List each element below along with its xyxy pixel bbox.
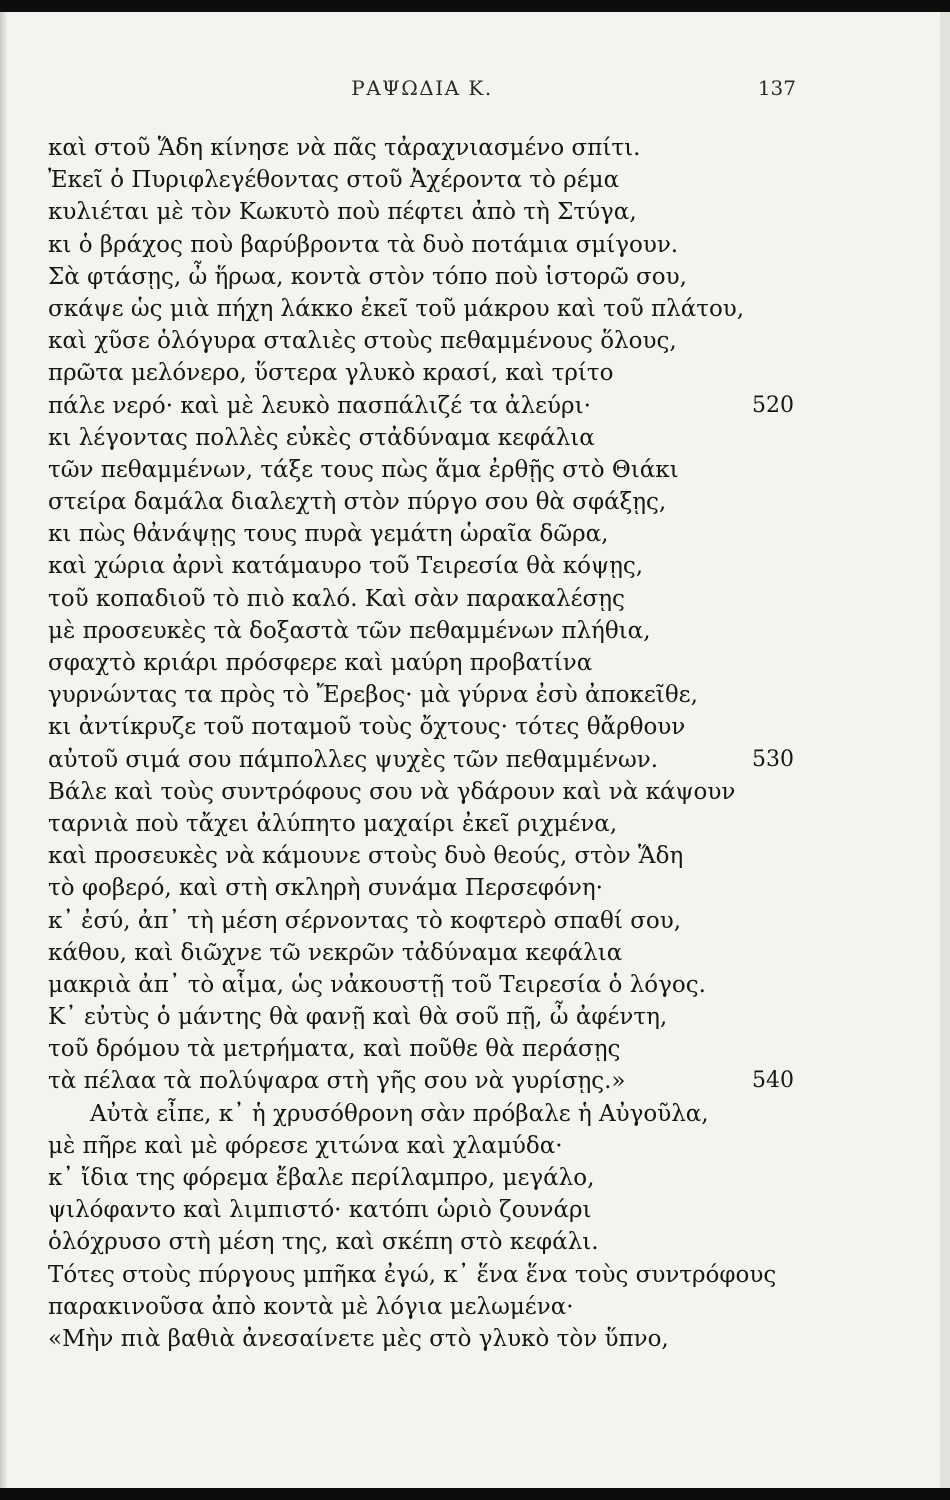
verse-text: κ᾽ ἐσύ, ἀπ᾽ τὴ μέση σέρνοντας τὸ κοφτερὸ σπαθί σου, <box>48 907 682 934</box>
page-header <box>48 72 796 106</box>
verse-text: μακριὰ ἀπ᾽ τὸ αἷμα, ὡς νἀκουστῇ τοῦ Τειρεσία ὁ λόγος. <box>48 971 706 998</box>
verse-text: Τότες στοὺς πύργους μπῆκα ἐγώ, κ᾽ ἕνα ἕνα τοὺς συντρόφους <box>48 1261 777 1288</box>
verse-text: Ἐκεῖ ὁ Πυριφλεγέθοντας στοῦ Ἀχέροντα τὸ ρέμα <box>48 167 620 194</box>
verse-line <box>48 486 796 518</box>
verse-text: μὲ πῆρε καὶ μὲ φόρεσε χιτώνα καὶ χλαμύδα· <box>48 1132 563 1159</box>
verse-line <box>48 615 796 647</box>
verse-text: κυλιέται μὲ τὸν Κωκυτὸ ποὺ πέφτει ἀπὸ τὴ Στύγα, <box>48 199 637 226</box>
verse-text: κι ὁ βράχος ποὺ βαρύβροντα τὰ δυὸ ποτάμια σμίγουν. <box>48 231 679 258</box>
verse-text: γυρνώντας τα πρὸς τὸ Ἔρεβος· μὰ γύρνα ἐσὺ ἀποκεῖθε, <box>48 682 698 709</box>
verse-line <box>48 808 796 840</box>
verse-text: τὸ φοβερό, καὶ στὴ σκληρὴ συνάμα Περσεφόνη· <box>48 875 603 902</box>
verse-line <box>48 776 796 808</box>
line-number: 540 <box>752 1068 794 1094</box>
verse-line <box>48 937 796 969</box>
verse-text: τοῦ κοπαδιοῦ τὸ πιὸ καλό. Καὶ σὰν παρακαλέσῃς <box>48 585 625 612</box>
verse-line <box>48 679 796 711</box>
verse-text: Αὐτὰ εἶπε, κ᾽ ἡ χρυσόθρονη σὰν πρόβαλε ἡ Αὐγοῦλα, <box>90 1100 709 1127</box>
verse-line <box>48 454 796 486</box>
verse-line <box>48 132 796 164</box>
verse-text: μὲ προσευκὲς τὰ δοξαστὰ τῶν πεθαμμένων πλήθια, <box>48 617 651 644</box>
line-number: 530 <box>752 746 794 772</box>
verse-text: κι ἀντίκρυζε τοῦ ποταμοῦ τοὺς ὄχτους· τότες θἄρθουν <box>48 714 686 741</box>
verse-line <box>48 647 796 679</box>
poem-body <box>48 132 796 1355</box>
verse-line <box>48 293 796 325</box>
verse-line <box>48 1001 796 1033</box>
verse-text: παρακινοῦσα ἀπὸ κοντὰ μὲ λόγια μελωμένα· <box>48 1293 574 1320</box>
verse-line <box>48 1291 796 1323</box>
line-number: 520 <box>752 392 794 418</box>
verse-line <box>48 840 796 872</box>
verse-text: πρῶτα μελόνερο, ὕστερα γλυκὸ κρασί, καὶ τρίτο <box>48 360 614 387</box>
bottom-scan-border <box>0 1488 950 1500</box>
verse-line <box>48 1130 796 1162</box>
verse-text: τῶν πεθαμμένων, τάξε τους πὼς ἅμα ἐρθῇς στὸ Θιάκι <box>48 456 679 483</box>
verse-line <box>48 390 796 422</box>
verse-line <box>48 1259 796 1291</box>
verse-text: τοῦ δρόμου τὰ μετρήματα, καὶ ποῦθε θὰ περάσῃς <box>48 1036 621 1063</box>
verse-text: ταρνιὰ ποὺ τἄχει ἀλύπητο μαχαίρι ἐκεῖ ριχμένα, <box>48 810 618 837</box>
verse-text: αὐτοῦ σιμά σου πάμπολλες ψυχὲς τῶν πεθαμμένων. <box>48 746 659 773</box>
verse-text: ψιλόφαντο καὶ λιμπιστό· κατόπι ὡριὸ ζουνάρι <box>48 1197 592 1224</box>
verse-line <box>48 229 796 261</box>
verse-line <box>48 1194 796 1226</box>
verse-line <box>48 164 796 196</box>
verse-text: πάλε νερό· καὶ μὲ λευκὸ πασπάλιζέ τα ἀλεύρι· <box>48 392 591 419</box>
page-number: 137 <box>757 76 796 100</box>
verse-line <box>48 711 796 743</box>
verse-line <box>48 422 796 454</box>
verse-line <box>48 357 796 389</box>
verse-text: κ᾽ ἴδια της φόρεμα ἔβαλε περίλαμπρο, μεγάλο, <box>48 1165 595 1191</box>
verse-line <box>48 1162 796 1194</box>
verse-line <box>48 1033 796 1065</box>
verse-line <box>48 905 796 937</box>
verse-text: καὶ χῦσε ὁλόγυρα σταλιὲς στοὺς πεθαμμένους ὅλους, <box>48 328 677 355</box>
verse-text: σκάψε ὡς μιὰ πήχη λάκκο ἐκεῖ τοῦ μάκρου καὶ τοῦ πλάτου, <box>48 295 745 322</box>
verse-text: Σὰ φτάσῃς, ὦ ἥρωα, κοντὰ στὸν τόπο ποὺ ἱστορῶ σου, <box>48 263 687 290</box>
running-title: ΡΑΨΩΔΙΑ Κ. <box>351 76 493 100</box>
verse-line <box>48 1098 796 1130</box>
verse-text: καὶ προσευκὲς νὰ κάμουνε στοὺς δυὸ θεούς, στὸν Ἅδη <box>48 843 684 870</box>
verse-text: κι πὼς θἀνάψῃς τους πυρὰ γεμάτη ὡραῖα δῶρα, <box>48 521 609 548</box>
verse-line <box>48 1226 796 1258</box>
verse-line <box>48 518 796 550</box>
verse-line <box>48 744 796 776</box>
verse-line <box>48 196 796 228</box>
verse-line <box>48 872 796 904</box>
verse-text: καὶ χώρια ἀρνὶ κατάμαυρο τοῦ Τειρεσία θὰ κόψῃς, <box>48 553 644 580</box>
verse-line <box>48 1065 796 1097</box>
verse-line <box>48 550 796 582</box>
verse-text: «Μὴν πιὰ βαθιὰ ἀνεσαίνετε μὲς στὸ γλυκὸ τὸν ὕπνο, <box>48 1325 669 1352</box>
verse-text: κάθου, καὶ διῶχνε τῶ νεκρῶν τἀδύναμα κεφάλια <box>48 939 623 966</box>
verse-text: Βάλε καὶ τοὺς συντρόφους σου νὰ γδάρουν καὶ νὰ κάψουν <box>48 778 736 805</box>
verse-text: τὰ πέλαα τὰ πολύψαρα στὴ γῆς σου νὰ γυρίσῃς.» <box>48 1068 626 1095</box>
left-page-edge <box>0 12 8 1488</box>
right-page-edge <box>940 12 950 1488</box>
verse-text: Κ᾽ εὐτὺς ὁ μάντης θὰ φανῇ καὶ θὰ σοῦ πῇ, ὦ ἀφέντη, <box>48 1004 668 1031</box>
verse-line <box>48 325 796 357</box>
verse-text: καὶ στοῦ Ἅδη κίνησε νὰ πᾶς τἀραχνιασμένο σπίτι. <box>48 135 641 161</box>
verse-line <box>48 1323 796 1355</box>
verse-line <box>48 969 796 1001</box>
verse-line <box>48 261 796 293</box>
top-scan-border <box>0 0 950 12</box>
verse-text: κι λέγοντας πολλὲς εὐκὲς στἀδύναμα κεφάλια <box>48 424 595 451</box>
verse-line <box>48 583 796 615</box>
verse-text: στείρα δαμάλα διαλεχτὴ στὸν πύργο σου θὰ σφάξῃς, <box>48 489 667 516</box>
verse-text: σφαχτὸ κριάρι πρόσφερε καὶ μαύρη προβατίνα <box>48 650 593 676</box>
verse-text: ὁλόχρυσο στὴ μέση της, καὶ σκέπη στὸ κεφάλι. <box>48 1229 599 1256</box>
